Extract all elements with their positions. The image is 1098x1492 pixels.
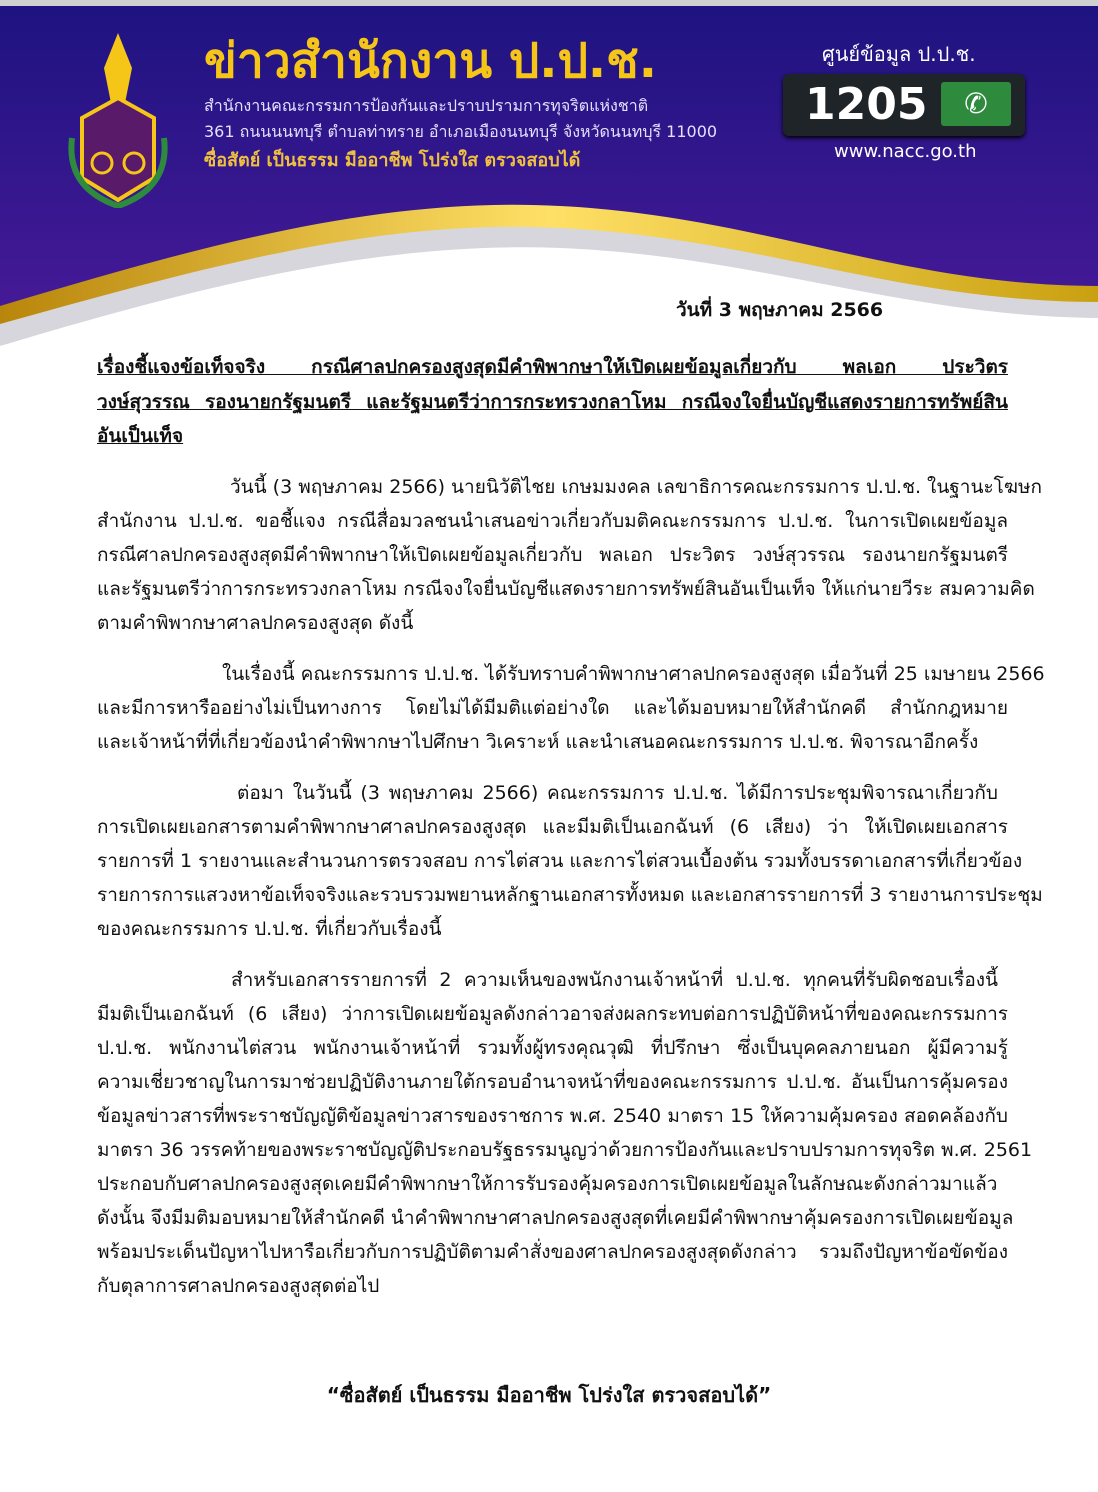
- paragraph-line: สำนักงาน ป.ป.ช. ขอชี้แจง กรณีสื่อมวลชนนำเสนอข่าวเกี่ยวกับมติคณะกรรมการ ป.ป.ช. ในการเปิดเผยข้อมูล: [97, 510, 1008, 532]
- nacc-emblem-logo: [62, 28, 174, 208]
- paragraph-line: พร้อมประเด็นปัญหาไปหารือเกี่ยวกับการปฏิบัติตามคำสั่งของศาลปกครองสูงสุดดังกล่าว รวมถึงปัญหาข้อขัดข้อง: [97, 1241, 1008, 1263]
- paragraph-line: กรณีศาลปกครองสูงสุดมีคำพิพากษาให้เปิดเผยข้อมูลเกี่ยวกับ พลเอก ประวิตร วงษ์สุวรรณ รองนายกรัฐมนตรี: [97, 544, 1008, 566]
- paragraph-line: ต่อมา ในวันนี้ (3 พฤษภาคม 2566) คณะกรรมการ ป.ป.ช. ได้มีการประชุมพิจารณาเกี่ยวกับ: [237, 782, 998, 804]
- paragraph-line: ดังนั้น จึงมีมติมอบหมายให้สำนักคดี นำคำพิพากษาศาลปกครองสูงสุดที่เคยมีคำพิพากษาคุ้มครองการเปิดเผยข้อมูล: [97, 1207, 1014, 1229]
- paragraph-line: รายการการแสวงหาข้อเท็จจริงและรวบรวมพยานหลักฐานเอกสารทั้งหมด และเอกสารรายการที่ 3 รายงานการประชุม: [97, 884, 1043, 906]
- info-center-label: ศูนย์ข้อมูล ป.ป.ช.: [822, 42, 976, 66]
- paragraph-line: ประกอบกับศาลปกครองสูงสุดเคยมีคำพิพากษาให้การรับรองคุ้มครองการเปิดเผยข้อมูลในลักษณะดังกล่าวมาแล้ว: [97, 1173, 998, 1195]
- subject-line: วงษ์สุวรรณ รองนายกรัฐมนตรี และรัฐมนตรีว่าการกระทรวงกลาโหม กรณีจงใจยื่นบัญชีแสดงรายการทรัพย์สิน: [97, 391, 1008, 413]
- subject-line: เรื่องชี้แจงข้อเท็จจริง กรณีศาลปกครองสูงสุดมีคำพิพากษาให้เปิดเผยข้อมูลเกี่ยวกับ พลเอก ประวิตร: [97, 356, 1008, 378]
- org-name: สำนักงานคณะกรรมการป้องกันและปราบปรามการทุจริตแห่งชาติ: [204, 96, 649, 115]
- paragraph-line: มีมติเป็นเอกฉันท์ (6 เสียง) ว่าการเปิดเผยข้อมูลดังกล่าวอาจส่งผลกระทบต่อการปฏิบัติหน้าที่ของคณะกรรมการ: [97, 1003, 1008, 1025]
- paragraph-line: ของคณะกรรมการ ป.ป.ช. ที่เกี่ยวกับเรื่องนี้: [97, 918, 442, 940]
- paragraph-line: ข้อมูลข่าวสารที่พระราชบัญญัติข้อมูลข่าวสารของราชการ พ.ศ. 2540 มาตรา 15 ให้ความคุ้มครอง สอดคล้องกับ: [97, 1105, 1008, 1127]
- paragraph-line: การเปิดเผยเอกสารตามคำพิพากษาศาลปกครองสูงสุด และมีมติเป็นเอกฉันท์ (6 เสียง) ว่า ให้เปิดเผยเอกสาร: [97, 816, 1008, 838]
- paragraph-line: สำหรับเอกสารรายการที่ 2 ความเห็นของพนักงานเจ้าหน้าที่ ป.ป.ช. ทุกคนที่รับผิดชอบเรื่องนี้: [231, 969, 998, 991]
- paragraph-line: ป.ป.ช. พนักงานไต่สวน พนักงานเจ้าหน้าที่ รวมทั้งผู้ทรงคุณวุฒิ ที่ปรึกษา ซึ่งเป็นบุคคลภายนอก ผู้มีความรู้: [97, 1037, 1008, 1059]
- subject-line: อันเป็นเท็จ: [97, 425, 184, 447]
- phone-icon: ✆: [941, 82, 1011, 126]
- document-date: วันที่ 3 พฤษภาคม 2566: [676, 299, 884, 321]
- paragraph-line: วันนี้ (3 พฤษภาคม 2566) นายนิวัติไชย เกษมมงคล เลขาธิการคณะกรรมการ ป.ป.ช. ในฐานะโฆษก: [230, 476, 1042, 498]
- paragraph-line: ในเรื่องนี้ คณะกรรมการ ป.ป.ช. ได้รับทราบคำพิพากษาศาลปกครองสูงสุด เมื่อวันที่ 25 เมษายน 2566: [222, 663, 1045, 685]
- header-title: ข่าวสำนักงาน ป.ป.ช.: [204, 33, 657, 89]
- paragraph-line: กับตุลาการศาลปกครองสูงสุดต่อไป: [97, 1275, 380, 1297]
- paragraph-line: มาตรา 36 วรรคท้ายของพระราชบัญญัติประกอบรัฐธรรมนูญว่าด้วยการป้องกันและปราบปรามการทุจริต พ.ศ. 2561: [97, 1139, 1033, 1161]
- paragraph-line: ตามคำพิพากษาศาลปกครองสูงสุด ดังนี้: [97, 612, 414, 634]
- paragraph-line: ความเชี่ยวชาญในการมาช่วยปฏิบัติงานภายใต้กรอบอำนาจหน้าที่ของคณะกรรมการ ป.ป.ช. อันเป็นการคุ้มครอง: [97, 1071, 1008, 1093]
- paragraph-line: และรัฐมนตรีว่าการกระทรวงกลาโหม กรณีจงใจยื่นบัญชีแสดงรายการทรัพย์สินอันเป็นเท็จ ให้แก่นายวีระ สมความคิด: [97, 578, 1035, 600]
- closing-slogan: “ซื่อสัตย์ เป็นธรรม มืออาชีพ โปร่งใส ตรวจสอบได้”: [326, 1383, 772, 1407]
- paragraph-line: และเจ้าหน้าที่ที่เกี่ยวข้องนำคำพิพากษาไปศึกษา วิเคราะห์ และนำเสนอคณะกรรมการ ป.ป.ช. พิจารณาอีกครั้ง: [97, 731, 979, 753]
- website-url: www.nacc.go.th: [834, 141, 977, 162]
- header-slogan: ซื่อสัตย์ เป็นธรรม มืออาชีพ โปร่งใส ตรวจสอบได้: [204, 150, 581, 171]
- hotline-number: 1205: [805, 79, 928, 130]
- paragraph-line: และมีการหารืออย่างไม่เป็นทางการ โดยไม่ได้มีมติแต่อย่างใด และได้มอบหมายให้สำนักคดี สำนักกฎหมาย: [97, 697, 1008, 719]
- paragraph-line: รายการที่ 1 รายงานและสำนวนการตรวจสอบ การไต่สวน และการไต่สวนเบื้องต้น รวมทั้งบรรดาเอกสารที่เกี่ยวข้อง: [97, 850, 1023, 872]
- header-banner: [0, 6, 1098, 346]
- org-address: 361 ถนนนนทบุรี ตำบลท่าทราย อำเภอเมืองนนทบุรี จังหวัดนนทบุรี 11000: [204, 122, 718, 141]
- hotline-box: [783, 74, 1025, 136]
